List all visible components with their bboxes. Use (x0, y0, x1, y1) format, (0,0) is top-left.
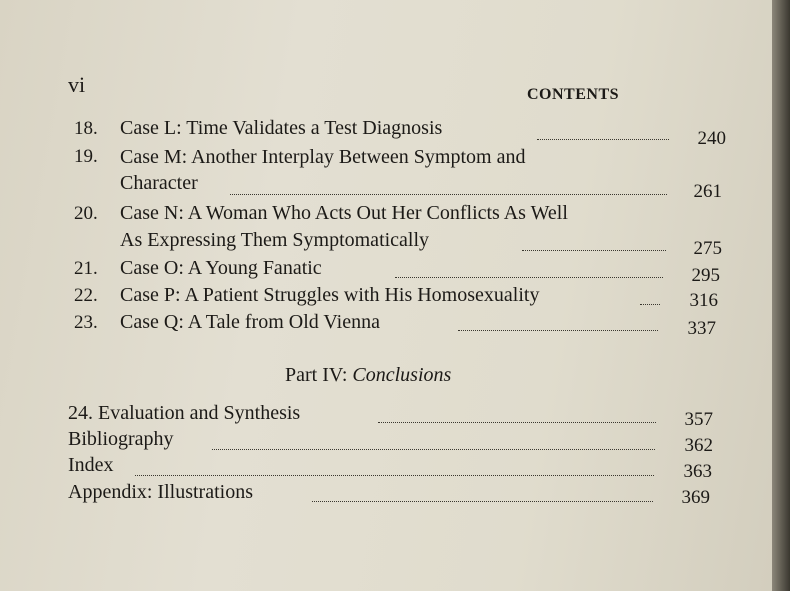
dot-leader (212, 449, 655, 450)
running-head: CONTENTS (527, 86, 620, 103)
entry-number: 22. (74, 285, 98, 306)
entry-page: 261 (693, 181, 722, 202)
entry-title: Case P: A Patient Struggles with His Homosexuality (120, 284, 540, 306)
dot-leader (522, 250, 666, 251)
dot-leader (395, 277, 663, 278)
entry-number: 20. (74, 203, 98, 224)
part-heading (285, 364, 451, 387)
entry-page: 295 (691, 265, 720, 286)
entry-page: 337 (687, 318, 716, 339)
entry-number: 18. (74, 118, 98, 139)
dot-leader (312, 501, 653, 502)
entry-title: Case L: Time Validates a Test Diagnosis (120, 117, 443, 139)
page-number-folio: vi (68, 72, 86, 97)
entry-page: 316 (689, 290, 718, 311)
entry-title-cont: As Expressing Them Symptomatically (120, 229, 430, 251)
back-matter-label: 24. Evaluation and Synthesis (68, 402, 301, 424)
part-title: Conclusions (352, 364, 452, 386)
entry-title: Case Q: A Tale from Old Vienna (120, 311, 380, 333)
book-edge-shadow (772, 0, 790, 591)
entry-number: 21. (74, 258, 98, 279)
entry-title: Case M: Another Interplay Between Symptom and (120, 146, 526, 168)
back-matter-page: 363 (683, 461, 712, 482)
entry-title: Case N: A Woman Who Acts Out Her Conflicts As Well (120, 202, 568, 224)
entry-page: 240 (697, 128, 726, 149)
entry-number: 23. (74, 312, 98, 333)
back-matter-label: Index (68, 454, 114, 476)
dot-leader (135, 475, 654, 476)
dot-leader (458, 330, 658, 331)
part-prefix: Part IV: (285, 364, 348, 386)
entry-title-cont: Character (120, 172, 198, 194)
dot-leader (230, 194, 667, 195)
entry-title: Case O: A Young Fanatic (120, 257, 322, 279)
back-matter-page: 357 (684, 409, 713, 430)
back-matter-label: Bibliography (68, 428, 174, 450)
entry-page: 275 (693, 238, 722, 259)
back-matter-page: 369 (681, 487, 710, 508)
entry-number: 19. (74, 146, 98, 167)
back-matter-page: 362 (684, 435, 713, 456)
dot-leader (378, 422, 656, 423)
dot-leader (640, 304, 660, 305)
back-matter-label: Appendix: Illustrations (68, 481, 253, 503)
dot-leader (537, 139, 669, 140)
